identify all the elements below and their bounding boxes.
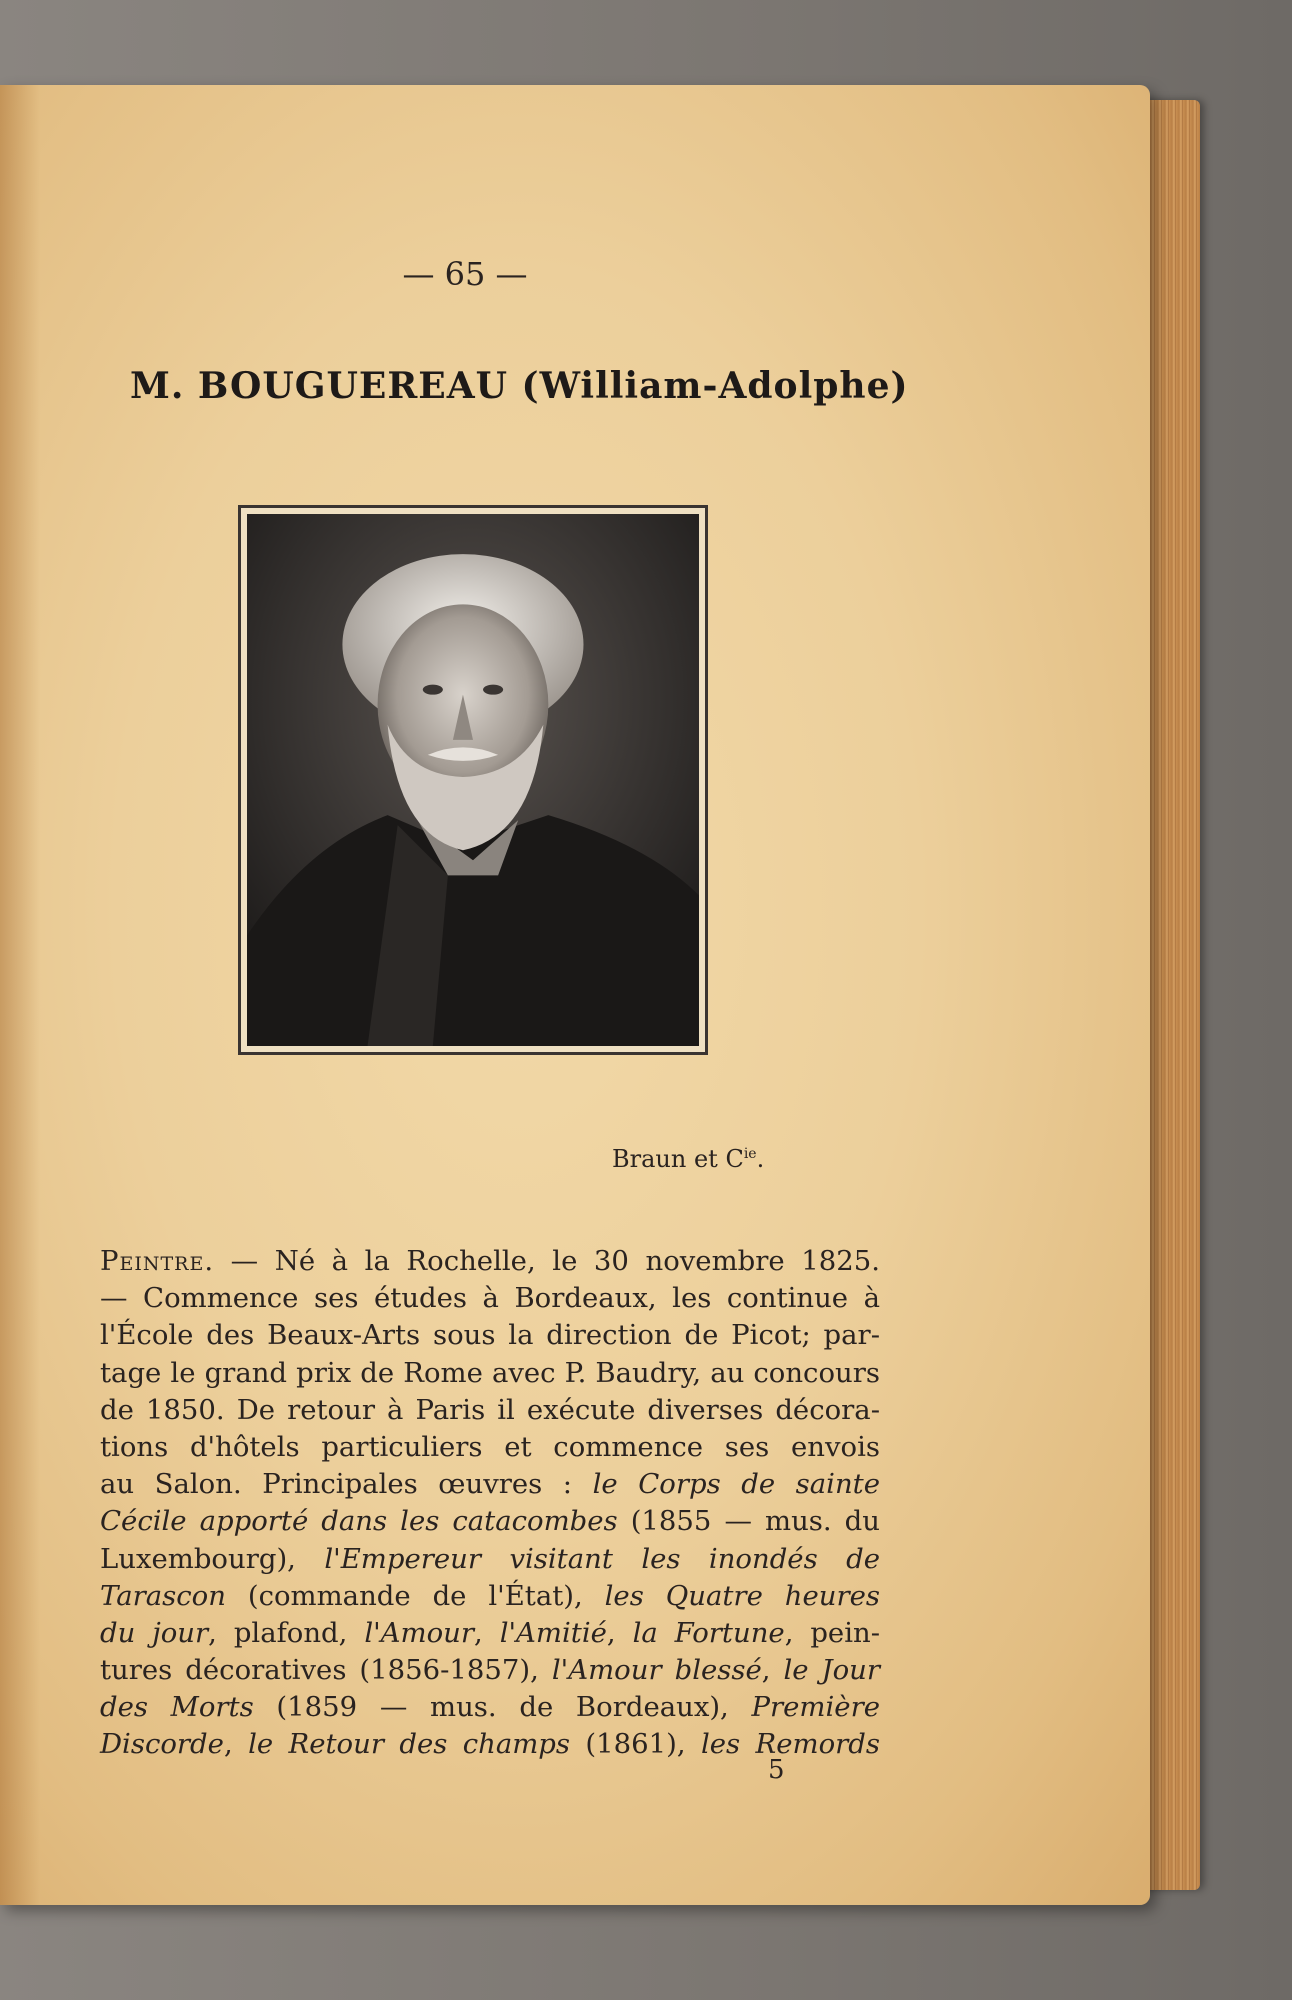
text-run: au Salon. Principales œuvres : bbox=[100, 1468, 593, 1501]
photo-credit-superscript: ie bbox=[743, 1146, 757, 1162]
text-run: tures décoratives (1856-1857), bbox=[100, 1654, 552, 1687]
photo-credit-text: Braun et C bbox=[612, 1145, 744, 1173]
work-title: l'Empereur visitant les inondés de bbox=[324, 1542, 880, 1575]
text-line-12 bbox=[100, 1652, 880, 1689]
text-run: , bbox=[223, 1728, 249, 1761]
text-run: — Né à la Rochelle, le 30 novembre 1825. bbox=[214, 1245, 880, 1277]
work-title: Cécile apporté dans les catacombes bbox=[100, 1505, 618, 1538]
text-line-4: tage le grand prix de Rome avec P. Baudry, au concours bbox=[100, 1356, 880, 1389]
text-line-10 bbox=[100, 1578, 880, 1615]
portrait-illustration bbox=[247, 514, 699, 1046]
work-title: des Morts bbox=[100, 1691, 254, 1724]
text-line-3: l'École des Beaux-Arts sous la direction de Picot; par- bbox=[100, 1319, 880, 1352]
text-line-8 bbox=[100, 1503, 880, 1540]
work-title: du jour bbox=[100, 1616, 209, 1649]
text-run: (1861), bbox=[570, 1728, 701, 1761]
page-number: — 65 — bbox=[402, 255, 528, 293]
text-run: , bbox=[606, 1616, 633, 1649]
text-line-11 bbox=[100, 1615, 880, 1652]
text-line-2: — Commence ses études à Bordeaux, les continue à bbox=[100, 1282, 880, 1315]
photo-credit-period: . bbox=[756, 1145, 765, 1173]
biography-text bbox=[100, 1243, 880, 1764]
text-run: (1855 — mus. du bbox=[617, 1505, 880, 1538]
work-title: Tarascon bbox=[100, 1579, 226, 1612]
work-title: le Corps de sainte bbox=[592, 1468, 880, 1501]
page-title: M. BOUGUEREAU (William-Adolphe) bbox=[130, 365, 909, 407]
work-title: le Jour bbox=[783, 1654, 880, 1687]
text-line-13 bbox=[100, 1689, 880, 1726]
text-run: , plafond, bbox=[208, 1616, 365, 1649]
work-title: l'Amour blessé bbox=[551, 1654, 762, 1687]
work-title: l'Amour bbox=[364, 1616, 475, 1649]
work-title: Discorde bbox=[100, 1728, 224, 1761]
profession-label: Peintre. bbox=[100, 1245, 215, 1277]
text-line-7 bbox=[100, 1466, 880, 1503]
signature-mark: 5 bbox=[768, 1755, 785, 1785]
text-run: (1859 — mus. de Bordeaux), bbox=[253, 1691, 752, 1724]
text-run: , pein- bbox=[784, 1616, 881, 1649]
work-title: les Remords bbox=[700, 1728, 881, 1761]
work-title: l'Amitié bbox=[499, 1616, 607, 1649]
work-title: la Fortune bbox=[632, 1616, 785, 1649]
text-run: Luxembourg), bbox=[100, 1542, 325, 1575]
text-run: (commande de l'État), bbox=[225, 1579, 605, 1612]
portrait-photo bbox=[247, 514, 699, 1046]
work-title: Première bbox=[751, 1691, 880, 1724]
text-line-1 bbox=[100, 1243, 880, 1280]
text-run: , bbox=[761, 1654, 784, 1687]
text-line-5: de 1850. De retour à Paris il exécute diverses décora- bbox=[100, 1393, 880, 1426]
book-page bbox=[0, 85, 1150, 1905]
text-line-9 bbox=[100, 1541, 880, 1578]
work-title: le Retour des champs bbox=[248, 1728, 571, 1761]
text-line-6: tions d'hôtels particuliers et commence ses envois bbox=[100, 1430, 880, 1463]
photo-credit bbox=[612, 1145, 764, 1173]
portrait-frame bbox=[238, 505, 708, 1055]
work-title: les Quatre heures bbox=[604, 1579, 880, 1612]
text-run: , bbox=[474, 1616, 500, 1649]
text-line-14 bbox=[100, 1726, 880, 1763]
